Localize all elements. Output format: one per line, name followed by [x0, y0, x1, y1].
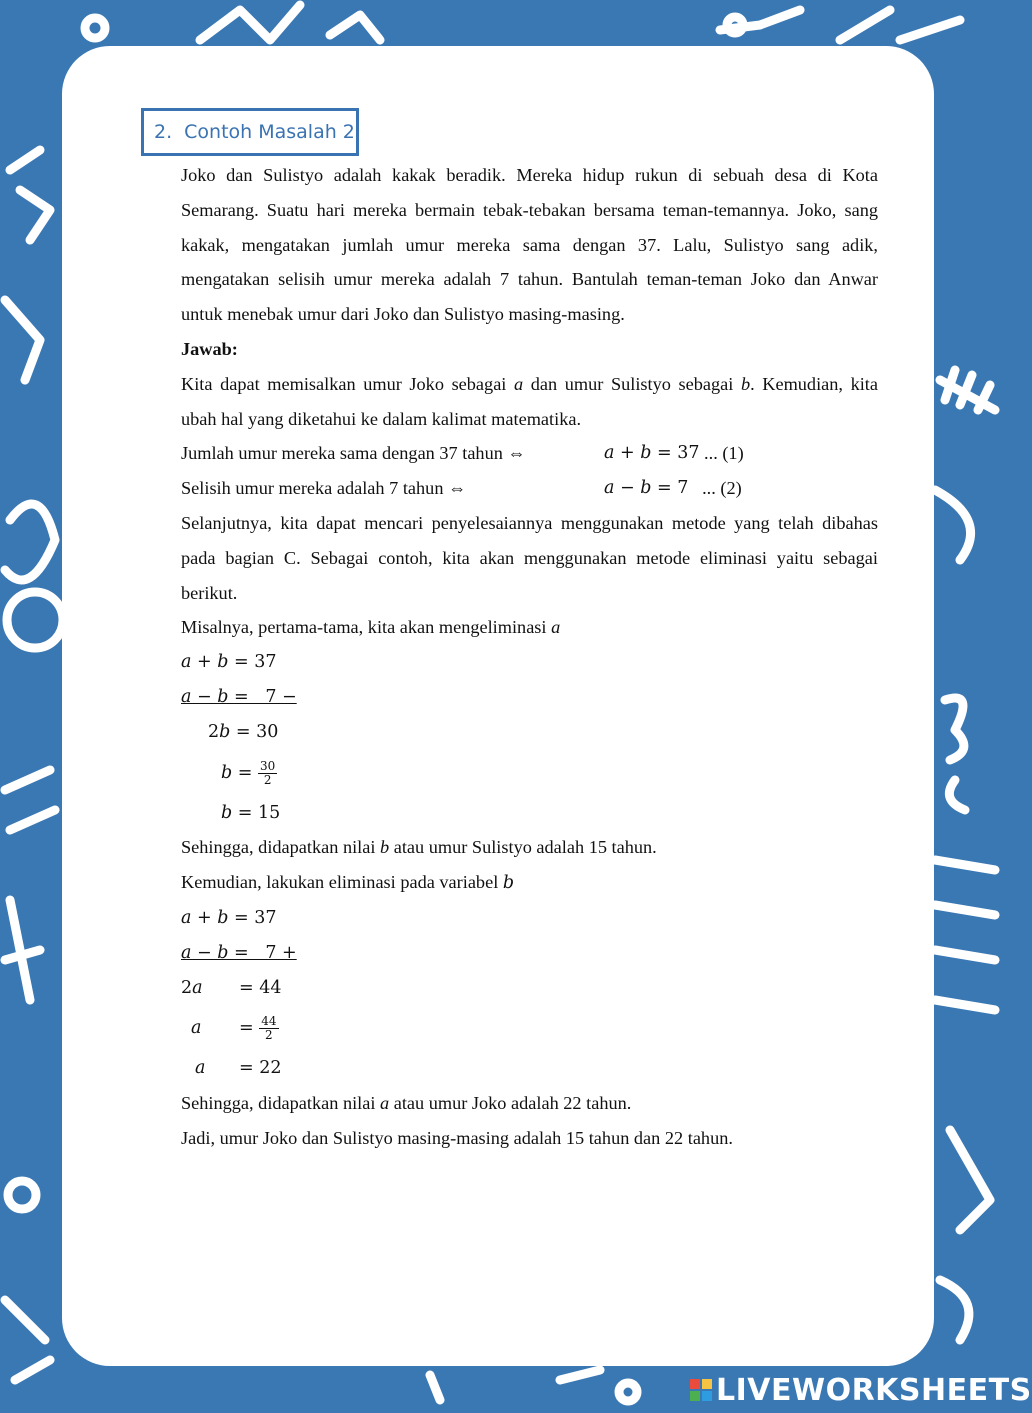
elim-a-eq2: 𝑎 − 𝑏 = 7 −	[181, 686, 297, 707]
equation-2-math: 𝑎 − 𝑏 = 7	[604, 478, 689, 499]
conclusion: Jadi, umur Joko dan Sulistyo masing-masing adalah 15 tahun dan 22 tahun.	[181, 1127, 733, 1148]
elim-b-eq2-row	[181, 936, 878, 971]
elim-a-eq2-row	[181, 680, 878, 715]
logo-text: LIVEWORKSHEETS	[716, 1372, 1032, 1408]
elim-b-step3: 𝑎 = 22	[195, 1058, 282, 1079]
liveworksheets-logo-icon	[690, 1379, 712, 1401]
equation-2-label: Selisih umur mereka adalah 7 tahun ⇔	[181, 478, 467, 499]
elim-a-step3: 𝑏 = 15	[221, 802, 281, 823]
equation-2-tag: ... (2)	[688, 478, 742, 499]
section-heading-box	[141, 108, 359, 156]
elim-b-step2: 𝑎 = $\frac{44}{2}$	[191, 1014, 277, 1043]
answer-label: Jawab:	[181, 338, 238, 359]
elim-b-eq1: 𝑎 + 𝑏 = 37	[181, 907, 277, 928]
elim-a-result: Sehingga, didapatkan nilai b atau umur Sulistyo adalah 15 tahun.	[181, 837, 657, 858]
section-number: 2.	[154, 121, 173, 143]
liveworksheets-logo	[690, 1370, 1032, 1410]
elim-b-intro: Kemudian, lakukan eliminasi pada variabel 𝑏	[181, 872, 515, 894]
fraction-44-over-2: $\frac{44}{2}$	[261, 1014, 277, 1043]
equation-1-math: 𝑎 + 𝑏 = 37	[604, 443, 700, 464]
elim-a-intro: Misalnya, pertama-tama, kita akan mengeliminasi a	[181, 617, 561, 638]
worksheet-content	[181, 158, 878, 1156]
fraction-30-over-2: $\frac{30}{2}$	[260, 758, 276, 787]
equation-1-label: Jumlah umur mereka sama dengan 37 tahun ⇔	[181, 443, 526, 464]
method-paragraph: Selanjutnya, kita dapat mencari penyelesaiannya menggunakan metode yang telah dibahas pada bagian C. Sebagai contoh, kita akan menggunakan metode eliminasi yaitu sebagai berikut.	[181, 512, 878, 603]
equation-1	[181, 436, 878, 471]
elim-a-step1: 2𝑏 = 30	[208, 721, 279, 742]
elim-b-result: Sehingga, didapatkan nilai a atau umur Joko adalah 22 tahun.	[181, 1093, 632, 1114]
equation-2	[181, 471, 878, 506]
intro-paragraph: Kita dapat memisalkan umur Joko sebagai a dan umur Sulistyo sebagai b. Kemudian, kita ubah hal yang diketahui ke dalam kalimat matematika.	[181, 373, 879, 429]
section-title: Contoh Masalah 2	[184, 121, 355, 143]
elim-a-step2: 𝑏 = $\frac{30}{2}$	[221, 758, 276, 787]
elim-b-step1: 2𝑎 = 44	[181, 977, 282, 998]
elim-a-eq1: 𝑎 + 𝑏 = 37	[181, 652, 277, 673]
problem-statement: Joko dan Sulistyo adalah kakak beradik. Mereka hidup rukun di sebuah desa di Kota Semarang. Suatu hari mereka bermain tebak-tebakan bersama teman-temannya. Joko, sang kakak, mengatakan jumlah umur mereka sama dengan 37. Lalu, Sulistyo sang adik, mengatakan selisih umur mereka adalah 7 tahun. Bantulah teman-teman Joko dan Anwar untuk menebak umur dari Joko dan Sulistyo masing-masing.	[181, 165, 878, 325]
elim-b-eq2: 𝑎 − 𝑏 = 7 +	[181, 942, 297, 963]
equation-1-tag: ... (1)	[699, 443, 744, 464]
